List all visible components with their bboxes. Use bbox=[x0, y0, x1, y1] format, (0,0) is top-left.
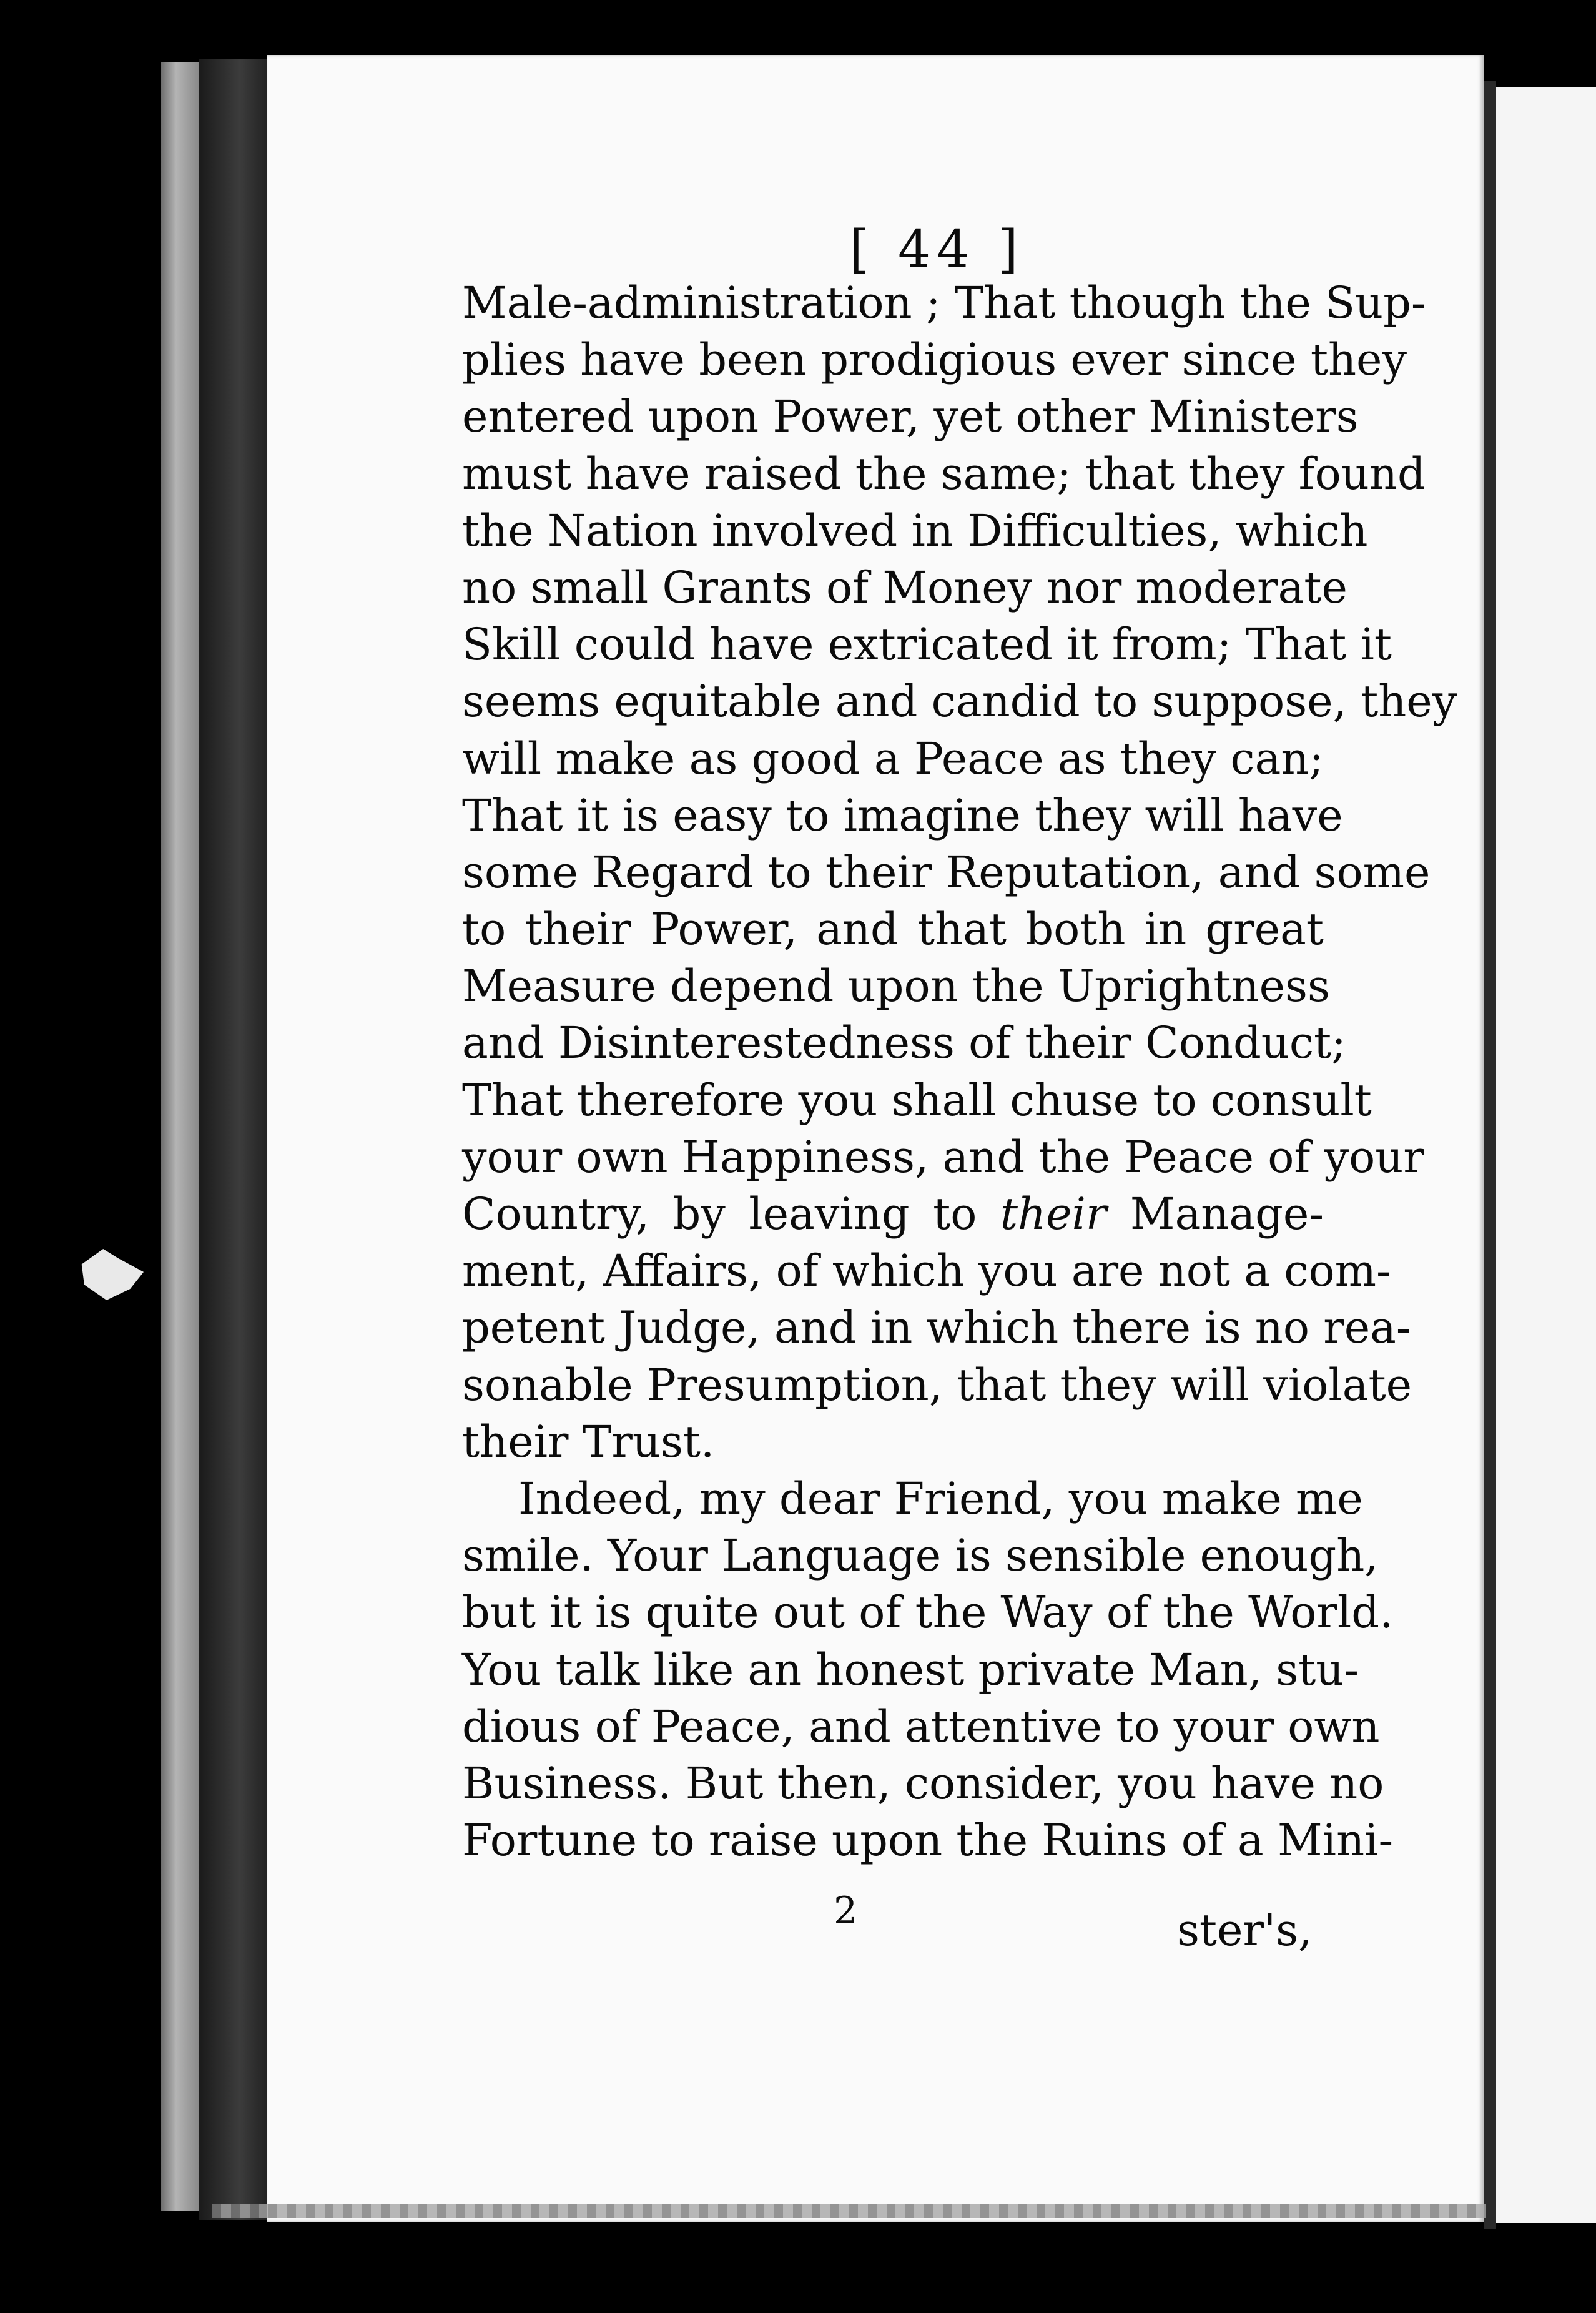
text-line: seems equitable and candid to suppose, they bbox=[462, 676, 1457, 727]
text-line: plies have been prodigious ever since they bbox=[462, 334, 1407, 386]
facing-page-edge bbox=[1496, 87, 1596, 2223]
text-line: You talk like an honest private Man, stu- bbox=[462, 1644, 1359, 1695]
text-line: smile. Your Language is sensible enough, bbox=[462, 1530, 1379, 1582]
text-line: must have raised the same; that they found bbox=[462, 448, 1426, 500]
text-line: petent Judge, and in which there is no rea- bbox=[462, 1302, 1411, 1354]
text-line: some Regard to their Reputation, and some bbox=[462, 846, 1431, 898]
signature-mark: 2 bbox=[834, 1889, 858, 1933]
text-line: but it is quite out of the Way of the World. bbox=[462, 1587, 1394, 1639]
text-line: Indeed, my dear Friend, you make me bbox=[518, 1472, 1363, 1524]
text-line: their Trust. bbox=[462, 1416, 715, 1467]
catchword: ster's, bbox=[1177, 1905, 1313, 1956]
text-line: dious of Peace, and attentive to your own bbox=[462, 1700, 1380, 1752]
text-line: Country, by leaving to their Manage- bbox=[462, 1188, 1324, 1240]
text-line: Male-administration ; That though the Sup- bbox=[462, 277, 1426, 328]
body-text bbox=[462, 275, 1457, 1869]
paper-scrap bbox=[76, 1249, 144, 1300]
text-line: no small Grants of Money nor moderate bbox=[462, 561, 1347, 613]
text-line: sonable Presumption, that they will violate bbox=[462, 1359, 1412, 1411]
text-line: That therefore you shall chuse to consult bbox=[462, 1074, 1372, 1126]
book-binding bbox=[161, 62, 199, 2211]
page-gutter bbox=[199, 59, 267, 2220]
text-line: your own Happiness, and the Peace of your bbox=[462, 1131, 1424, 1183]
facing-page-shadow bbox=[1484, 81, 1496, 2229]
text-line: and Disinterestedness of their Conduct; bbox=[462, 1017, 1346, 1069]
text-line: to their Power, and that both in great bbox=[462, 904, 1324, 955]
text-line: Skill could have extricated it from; That it bbox=[462, 619, 1392, 671]
text-line: the Nation involved in Difficulties, which bbox=[462, 505, 1368, 556]
text-line: entered upon Power, yet other Ministers bbox=[462, 391, 1359, 443]
italic-word: their bbox=[1000, 1188, 1107, 1240]
page-edge-bottom bbox=[212, 2204, 1486, 2218]
text-line: That it is easy to imagine they will have bbox=[462, 789, 1343, 841]
text-line: Fortune to raise upon the Ruins of a Mini- bbox=[462, 1815, 1394, 1867]
text-line: Measure depend upon the Uprightness bbox=[462, 960, 1330, 1012]
text-line: will make as good a Peace as they can; bbox=[462, 732, 1324, 784]
page-number: [ 44 ] bbox=[849, 220, 1025, 279]
text-line: Business. But then, consider, you have no bbox=[462, 1757, 1384, 1809]
text-line: ment, Affairs, of which you are not a com- bbox=[462, 1245, 1391, 1297]
